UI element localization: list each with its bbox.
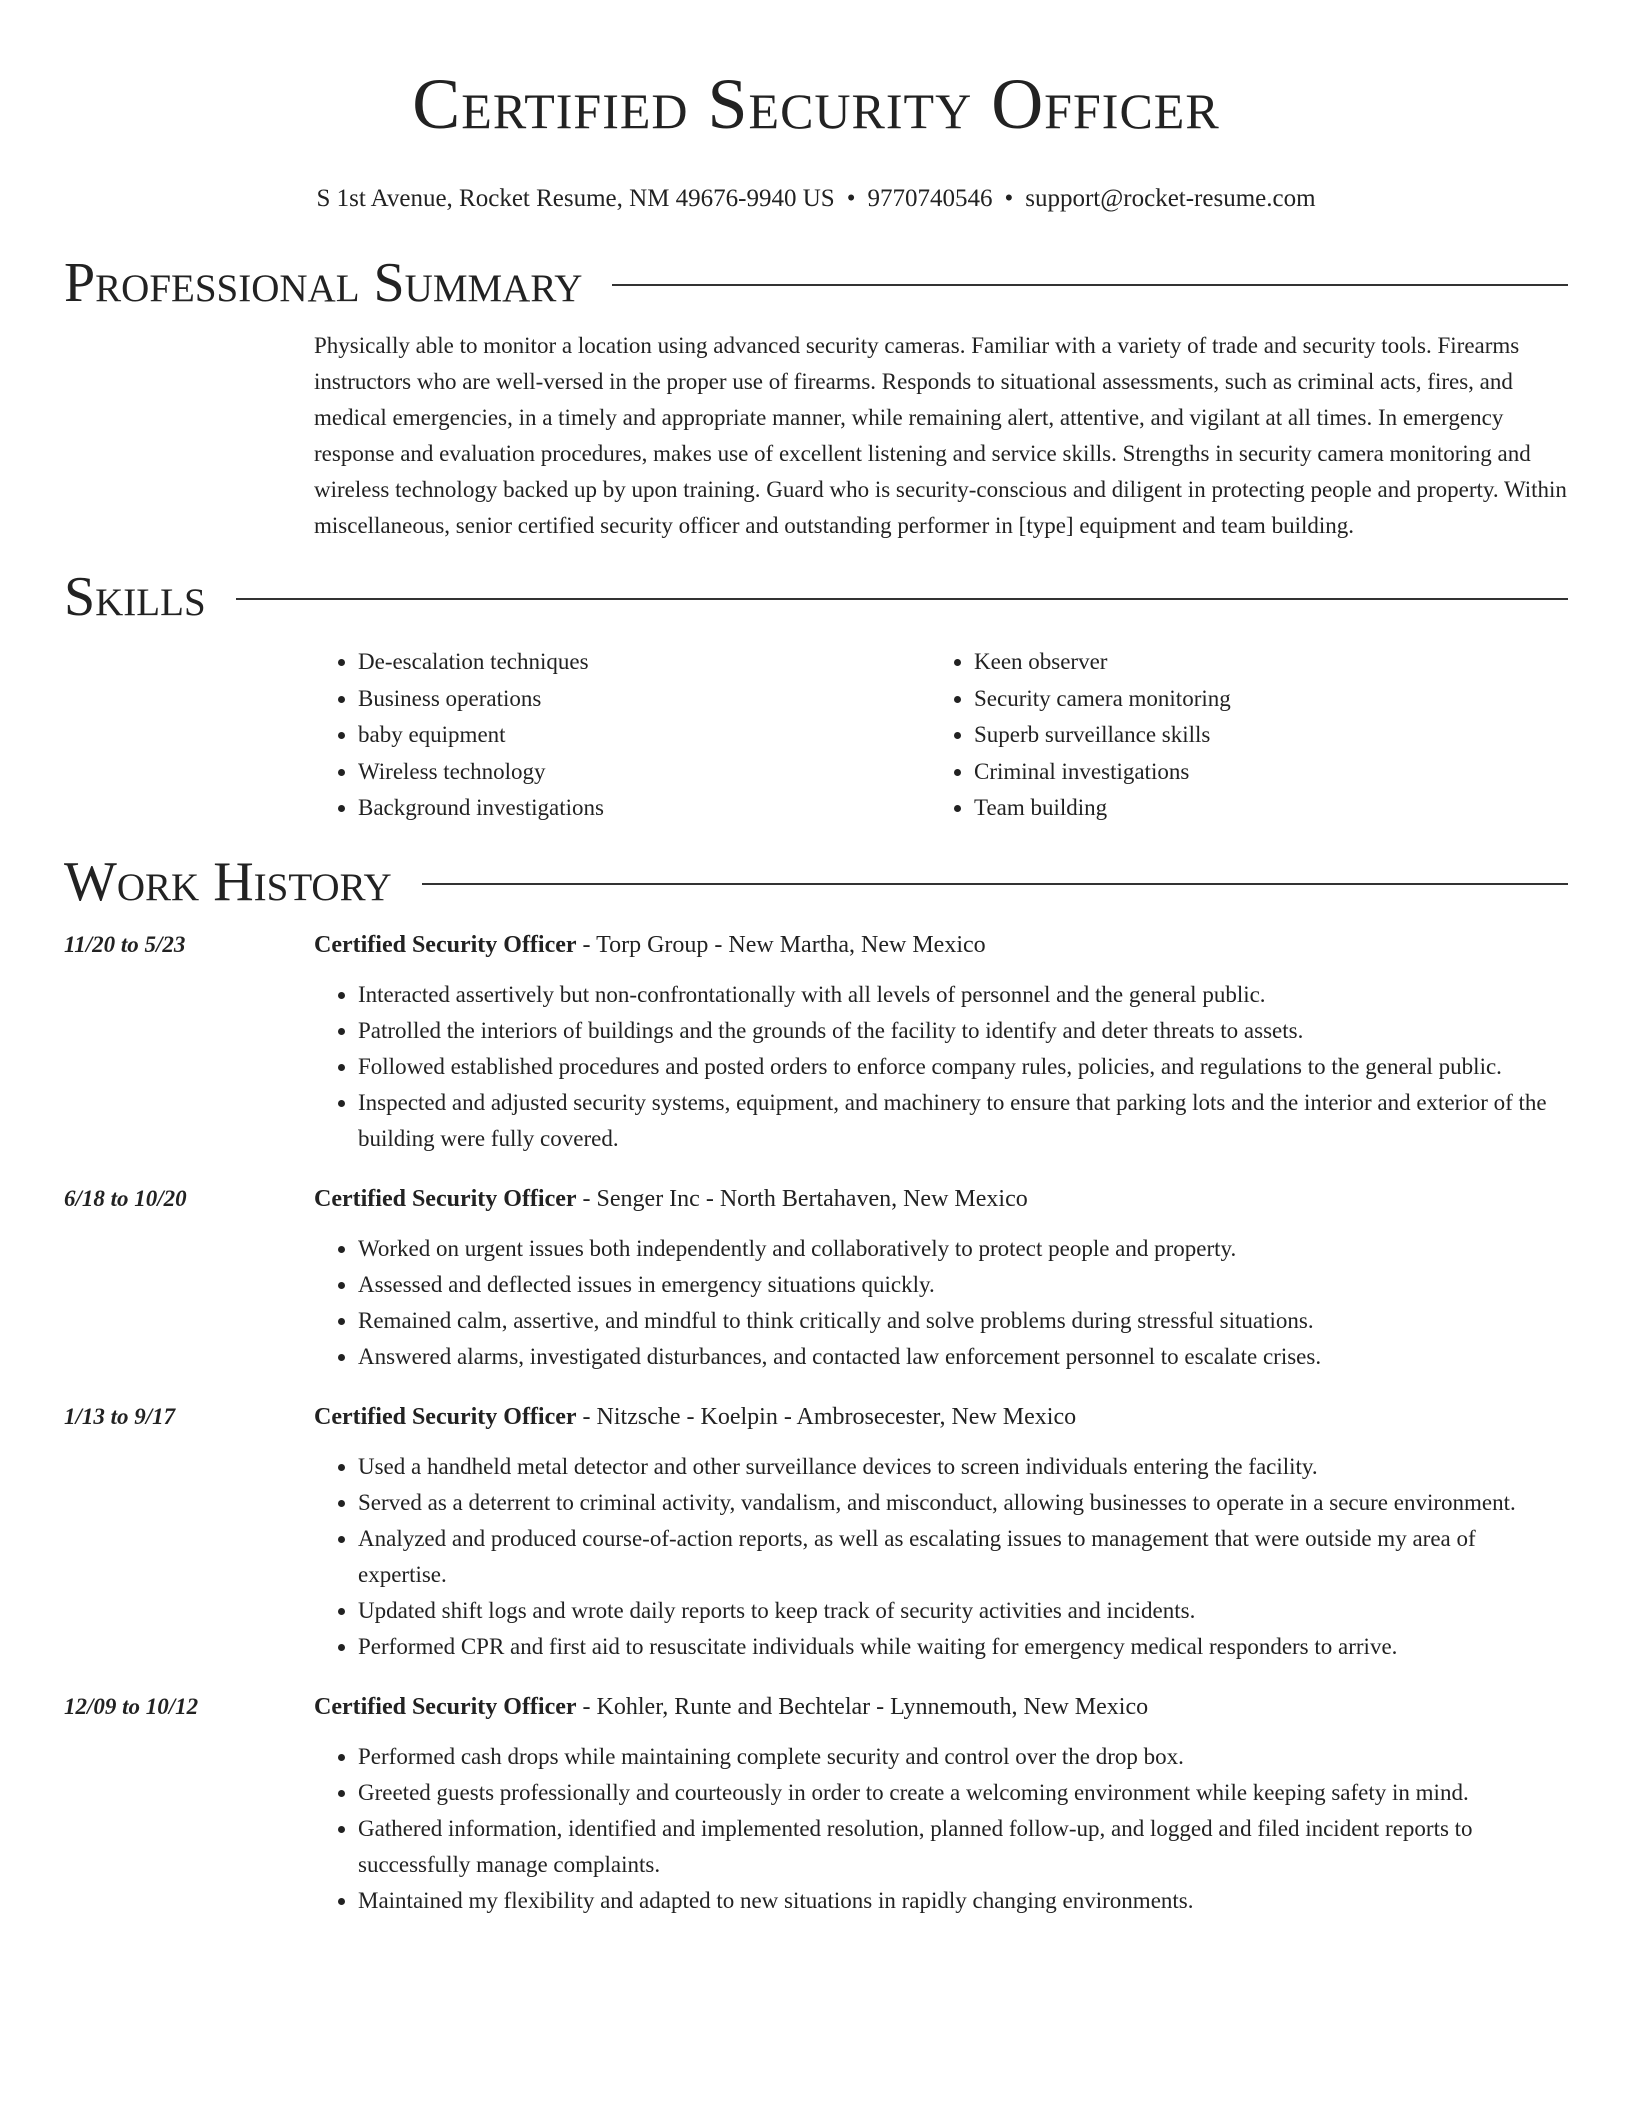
skill-item: • Wireless technology	[358, 754, 930, 791]
job-bullet-list	[314, 1231, 1568, 1375]
job-company-location: - Torp Group - New Martha, New Mexico	[576, 931, 986, 958]
job-bullet: • Performed CPR and first aid to resuscitate individuals while waiting for emergency medical responders to arrive.	[358, 1629, 1568, 1665]
job-entry	[64, 927, 1568, 1157]
contact-address: S 1st Avenue, Rocket Resume, NM 49676-9940 US	[316, 185, 835, 212]
resume-name: Certified Security Officer	[412, 64, 1220, 144]
job-entry	[64, 1181, 1568, 1375]
job-bullet-list	[314, 977, 1568, 1157]
job-bullet: • Analyzed and produced course-of-action reports, as well as escalating issues to management that were outside my area of expertise.	[358, 1521, 1568, 1593]
job-title: Certified Security Officer	[314, 1693, 577, 1720]
section-divider	[422, 883, 1568, 885]
skill-item: • Criminal investigations	[974, 754, 1546, 791]
job-bullet: • Updated shift logs and wrote daily reports to keep track of security activities and incidents.	[358, 1593, 1568, 1629]
job-entry	[64, 1399, 1568, 1665]
job-detail	[314, 1399, 1568, 1665]
contact-phone: 9770740546	[867, 185, 993, 212]
job-bullet-list	[314, 1739, 1568, 1919]
skill-item: • Security camera monitoring	[974, 681, 1546, 718]
skill-item: • Superb surveillance skills	[974, 717, 1546, 754]
job-title: Certified Security Officer	[314, 1403, 577, 1430]
section-divider	[612, 284, 1568, 286]
job-title-line	[314, 1181, 1568, 1217]
work-section-header	[64, 849, 1568, 915]
job-dates: 1/13 to 9/17	[64, 1403, 176, 1429]
job-bullet: • Performed cash drops while maintaining complete security and control over the drop box.	[358, 1739, 1568, 1775]
job-dates: 11/20 to 5/23	[64, 931, 186, 957]
contact-separator: •	[846, 185, 856, 212]
job-bullet: • Assessed and deflected issues in emergency situations quickly.	[358, 1267, 1568, 1303]
job-bullet: • Answered alarms, investigated disturbances, and contacted law enforcement personnel to escalate crises.	[358, 1339, 1568, 1375]
skill-item: • De-escalation techniques	[358, 644, 930, 681]
contact-email[interactable]: support@rocket-resume.com	[1025, 185, 1316, 212]
summary-heading: Professional Summary	[64, 252, 583, 314]
skill-item: • Background investigations	[358, 790, 930, 827]
job-bullet: • Followed established procedures and posted orders to enforce company rules, policies, and regulations to the general public.	[358, 1049, 1568, 1085]
work-heading: Work History	[64, 850, 392, 913]
job-title-line	[314, 927, 1568, 963]
job-detail	[314, 1689, 1568, 1919]
job-bullet: • Remained calm, assertive, and mindful to think critically and solve problems during stressful situations.	[358, 1303, 1568, 1339]
job-dates: 6/18 to 10/20	[64, 1185, 187, 1211]
contact-separator: •	[1004, 185, 1014, 212]
skills-section	[314, 644, 1568, 827]
work-history-section	[64, 927, 1568, 1919]
job-bullet: • Served as a deterrent to criminal activity, vandalism, and misconduct, allowing businesses to operate in a secure environment.	[358, 1485, 1568, 1521]
job-title-line	[314, 1399, 1568, 1435]
summary-section	[314, 328, 1568, 544]
job-bullet: • Interacted assertively but non-confrontationally with all levels of personnel and the general public.	[358, 977, 1568, 1013]
job-company-location: - Nitzsche - Koelpin - Ambrosecester, New Mexico	[576, 1403, 1077, 1430]
job-company-location: - Senger Inc - North Bertahaven, New Mexico	[576, 1185, 1028, 1212]
skills-heading: Skills	[64, 566, 206, 628]
job-bullet: • Worked on urgent issues both independently and collaboratively to protect people and property.	[358, 1231, 1568, 1267]
job-entry	[64, 1689, 1568, 1919]
job-bullet-list	[314, 1449, 1568, 1665]
job-detail	[314, 927, 1568, 1157]
contact-line	[64, 182, 1568, 216]
skills-list-right	[930, 644, 1546, 827]
job-title: Certified Security Officer	[314, 931, 577, 958]
job-title-line	[314, 1689, 1568, 1725]
skills-section-header	[64, 564, 1568, 630]
job-bullet: • Greeted guests professionally and courteously in order to create a welcoming environment while keeping safety in mind.	[358, 1775, 1568, 1811]
job-title: Certified Security Officer	[314, 1185, 577, 1212]
skill-item: • Business operations	[358, 681, 930, 718]
summary-text: Physically able to monitor a location using advanced security cameras. Familiar with a variety of trade and security tools. Firearms instructors who are well-versed in the proper use of firearms. Responds to situational assessments, such as criminal acts, fires, and medical emergencies, in a timely and appropriate manner, while remaining alert, attentive, and vigilant at all times. In emergency response and evaluation procedures, makes use of excellent listening and service skills. Strengths in security camera monitoring and wireless technology backed up by upon training. Guard who is security-conscious and diligent in protecting people and property. Within miscellaneous, senior certified security officer and outstanding performer in [type] equipment and team building.	[314, 333, 1567, 538]
job-bullet: • Inspected and adjusted security systems, equipment, and machinery to ensure that parking lots and the interior and exterior of the building were fully covered.	[358, 1085, 1568, 1157]
skills-list-left	[314, 644, 930, 827]
resume-page	[64, 0, 1568, 1919]
skill-item: • Team building	[974, 790, 1546, 827]
job-detail	[314, 1181, 1568, 1375]
job-bullet: • Gathered information, identified and implemented resolution, planned follow-up, and logged and filed incident reports to successfully manage complaints.	[358, 1811, 1568, 1883]
job-bullet: • Used a handheld metal detector and other surveillance devices to screen individuals entering the facility.	[358, 1449, 1568, 1485]
skill-item: • baby equipment	[358, 717, 930, 754]
section-divider	[236, 598, 1568, 600]
job-dates: 12/09 to 10/12	[64, 1693, 199, 1719]
job-bullet: • Maintained my flexibility and adapted to new situations in rapidly changing environments.	[358, 1883, 1568, 1919]
summary-section-header	[64, 250, 1568, 316]
job-bullet: • Patrolled the interiors of buildings and the grounds of the facility to identify and deter threats to assets.	[358, 1013, 1568, 1049]
job-company-location: - Kohler, Runte and Bechtelar - Lynnemouth, New Mexico	[576, 1693, 1149, 1720]
skill-item: • Keen observer	[974, 644, 1546, 681]
